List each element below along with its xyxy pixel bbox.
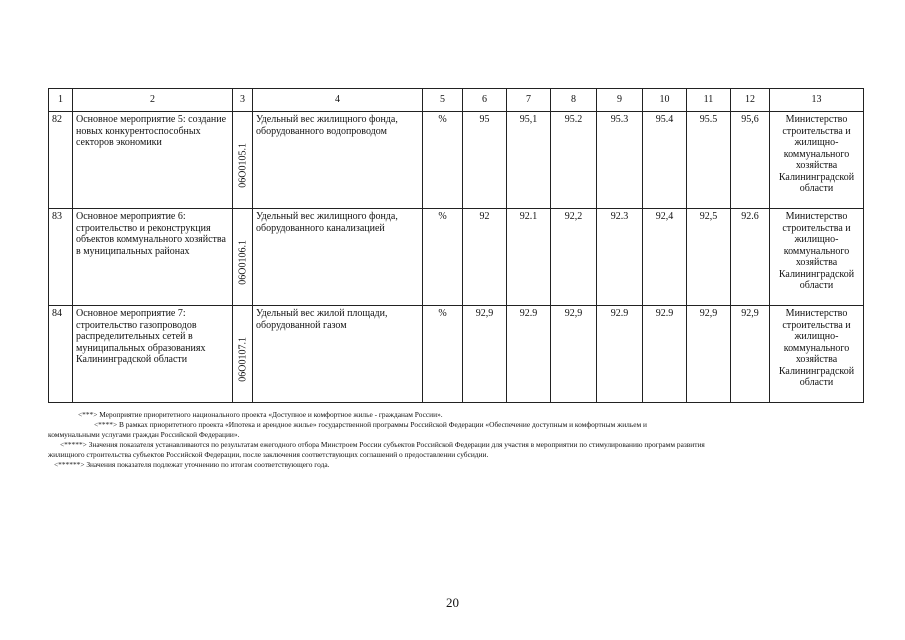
table-row <box>49 306 864 403</box>
responsible-org: Министерство строительства и жилищно-коммунального хозяйства Калининградской области <box>770 209 864 306</box>
unit: % <box>423 209 463 306</box>
table-header-row <box>49 89 864 112</box>
value-cell: 92,4 <box>643 209 687 306</box>
footnote: <*****> Значения показателя устанавливаются по результатам ежегодного отбора Минстроем России субъектов Российской Федерации для участия в мероприятии по стимулированию программ развития <box>60 440 705 449</box>
responsible-org: Министерство строительства и жилищно-коммунального хозяйства Калининградской области <box>770 306 864 403</box>
header-cell: 4 <box>253 89 423 112</box>
indicator-name: Удельный вес жилищного фонда, оборудованного канализацией <box>253 209 423 306</box>
footnote-continuation: коммунальными услугами граждан Российской Федерации». <box>48 430 240 439</box>
responsible-org: Министерство строительства и жилищно-коммунального хозяйства Калининградской области <box>770 112 864 209</box>
value-cell: 92.9 <box>507 306 551 403</box>
indicator-name: Удельный вес жилой площади, оборудованной газом <box>253 306 423 403</box>
value-cell: 92,9 <box>551 306 597 403</box>
header-cell: 9 <box>597 89 643 112</box>
activity-name: Основное мероприятие 7: строительство газопроводов распределительных сетей в муниципальных образованиях Калининградской области <box>73 306 233 403</box>
indicator-name: Удельный вес жилищного фонда, оборудованного водопроводом <box>253 112 423 209</box>
header-cell: 5 <box>423 89 463 112</box>
value-cell: 92,9 <box>731 306 770 403</box>
value-cell: 95,1 <box>507 112 551 209</box>
header-cell: 3 <box>233 89 253 112</box>
value-cell: 92.6 <box>731 209 770 306</box>
code-cell <box>233 112 253 209</box>
value-cell: 92,2 <box>551 209 597 306</box>
code-cell <box>233 306 253 403</box>
activity-code: 06О0107.1 <box>236 337 248 382</box>
footnote: <******> Значения показателя подлежат уточнению по итогам соответствующего года. <box>54 460 330 469</box>
value-cell: 95,6 <box>731 112 770 209</box>
value-cell: 92 <box>463 209 507 306</box>
value-cell: 92.9 <box>597 306 643 403</box>
value-cell: 95.3 <box>597 112 643 209</box>
header-cell: 6 <box>463 89 507 112</box>
header-cell: 11 <box>687 89 731 112</box>
value-cell: 92,9 <box>687 306 731 403</box>
footnote: <***> Мероприятие приоритетного национального проекта «Доступное и комфортное жилье - гражданам России». <box>78 410 443 419</box>
value-cell: 92.9 <box>643 306 687 403</box>
value-cell: 92,9 <box>463 306 507 403</box>
value-cell: 95.5 <box>687 112 731 209</box>
activity-name: Основное мероприятие 6: строительство и реконструкция объектов коммунального хозяйства в муниципальных районах <box>73 209 233 306</box>
footnotes <box>48 410 863 470</box>
header-cell: 7 <box>507 89 551 112</box>
value-cell: 92,5 <box>687 209 731 306</box>
value-cell: 92.3 <box>597 209 643 306</box>
value-cell: 95.4 <box>643 112 687 209</box>
footnote-continuation: жилищного строительства субъектов Российской Федерации, после заключения соответствующих соглашений о предоставлении субсидии. <box>48 450 489 459</box>
value-cell: 95.2 <box>551 112 597 209</box>
header-cell: 10 <box>643 89 687 112</box>
header-cell: 12 <box>731 89 770 112</box>
header-cell: 13 <box>770 89 864 112</box>
activity-code: 06О0105.1 <box>236 143 248 188</box>
footnote: <****> В рамках приоритетного проекта «Ипотека и арендное жилье» государственной программы Российской Федерации «Обеспечение доступным и комфортным жильем и <box>94 420 647 429</box>
page-number: 20 <box>446 595 459 610</box>
unit: % <box>423 112 463 209</box>
table-row <box>49 112 864 209</box>
row-number: 83 <box>49 209 73 306</box>
value-cell: 92.1 <box>507 209 551 306</box>
activity-name: Основное мероприятие 5: создание новых конкурентоспособных секторов экономики <box>73 112 233 209</box>
activity-code: 06О0106.1 <box>236 240 248 285</box>
header-cell: 2 <box>73 89 233 112</box>
row-number: 84 <box>49 306 73 403</box>
unit: % <box>423 306 463 403</box>
value-cell: 95 <box>463 112 507 209</box>
code-cell <box>233 209 253 306</box>
table-row <box>49 209 864 306</box>
header-cell: 1 <box>49 89 73 112</box>
indicators-table <box>48 88 864 403</box>
row-number: 82 <box>49 112 73 209</box>
header-cell: 8 <box>551 89 597 112</box>
